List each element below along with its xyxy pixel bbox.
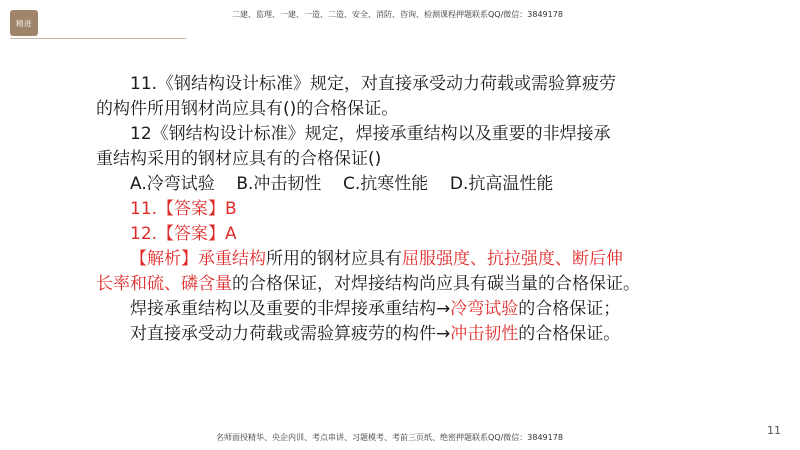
question-11-line-1: 11.《钢结构设计标准》规定，对直接承受动力荷载或需验算疲劳 bbox=[130, 74, 617, 94]
analysis-text-2: 的合格保证，对焊接结构尚应具有碳当量的合格保证。 bbox=[232, 274, 640, 294]
question-12-line-1: 12《钢结构设计标准》规定，焊接承重结构以及重要的非焊接承 bbox=[130, 124, 611, 144]
analysis-keyword-structure: 承重结构 bbox=[198, 249, 266, 269]
analysis-keyword-strength: 屈服强度、抗拉强度、断后伸 bbox=[402, 249, 623, 269]
slide-content bbox=[96, 72, 716, 347]
header-divider bbox=[10, 38, 186, 39]
answer-11: 11.【答案】B bbox=[130, 199, 237, 219]
analysis-keyword-elongation: 长率和硫、磷含量 bbox=[96, 274, 232, 294]
question-12-line-2: 重结构采用的钢材应具有的合格保证() bbox=[96, 149, 382, 169]
analysis-line-4-text-a: 对直接承受动力荷载或需验算疲劳的构件→ bbox=[130, 324, 451, 344]
logo-text: 精进 bbox=[16, 18, 32, 28]
logo bbox=[10, 10, 38, 36]
analysis-line-1 bbox=[96, 247, 716, 272]
analysis-line-3 bbox=[96, 297, 716, 322]
analysis-line-3-text-a: 焊接承重结构以及重要的非焊接承重结构→ bbox=[130, 299, 451, 319]
analysis-keyword-cold-bend: 冷弯试验 bbox=[450, 299, 519, 319]
question-11-line-2: 的构件所用钢材尚应具有()的合格保证。 bbox=[96, 99, 399, 119]
analysis-line-4 bbox=[96, 322, 716, 347]
analysis-line-2 bbox=[96, 272, 716, 297]
analysis-tag: 【解析】 bbox=[130, 249, 198, 269]
analysis-keyword-impact: 冲击韧性 bbox=[450, 324, 519, 344]
answer-options: A.冷弯试验 B.冲击韧性 C.抗寒性能 D.抗高温性能 bbox=[130, 174, 554, 194]
footer-contact-text: 名师面授精华、央企内训、考点串讲、习题模考、考前三页纸、绝密押题联系QQ/微信：3849178 bbox=[216, 433, 563, 442]
analysis-line-3-text-b: 的合格保证； bbox=[518, 299, 621, 319]
answer-12: 12.【答案】A bbox=[130, 224, 237, 244]
header-contact-text: 二建、监理、一建、一造、二造、安全、消防、咨询、检测课程押题联系QQ/微信：3849178 bbox=[232, 10, 563, 19]
analysis-line-4-text-b: 的合格保证。 bbox=[518, 324, 621, 344]
page-number: 11 bbox=[767, 424, 781, 437]
analysis-text-1: 所用的钢材应具有 bbox=[266, 249, 402, 269]
